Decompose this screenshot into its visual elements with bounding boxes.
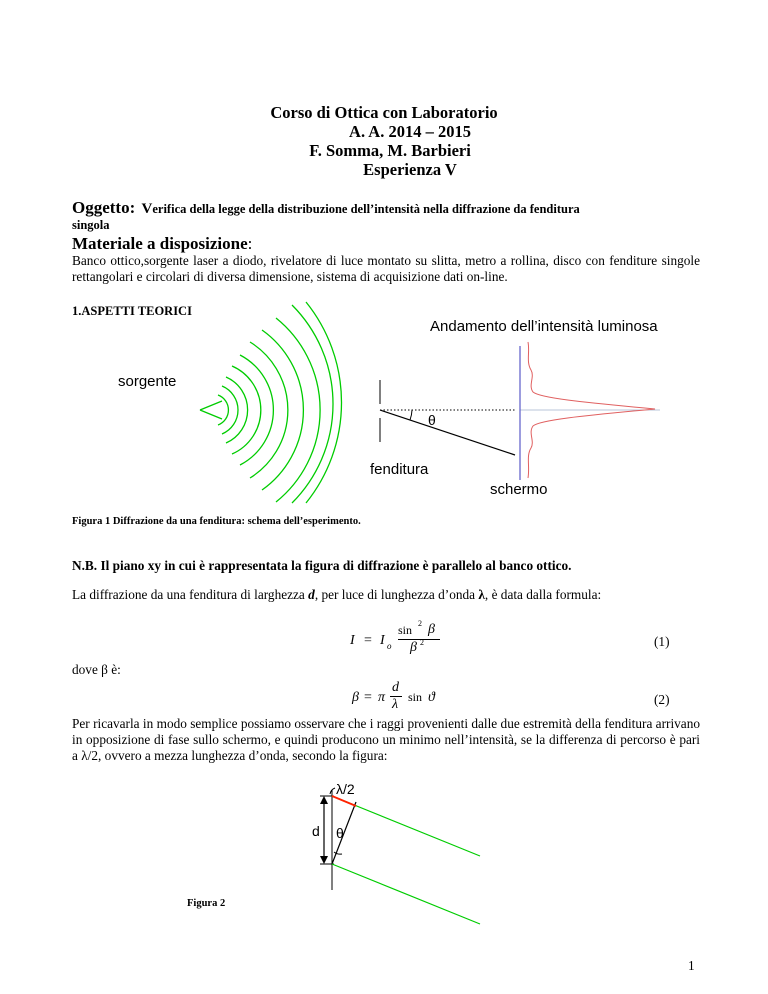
diffracted-ray [380,410,515,455]
eq2-sin: sin [408,690,423,704]
figure1-caption: Figura 1 Diffrazione da una fenditura: schema dell’esperimento. [72,516,361,527]
eq1-sin-exp: 2 [418,619,422,628]
eq2-beta: β [352,690,359,705]
section-number: 1 [72,304,79,318]
materials-text: Banco ottico,sorgente laser a diodo, rivelatore di luce montato su slitta, metro a rollina, disco con fenditure singole rettangolari e circolari di diversa dimensione, sistema di acquisizione dati on-line. [72,253,700,284]
figure1-title: Andamento dell’intensità luminosa [430,318,658,335]
bottom-angle-arc [334,852,342,854]
page-number: 1 [688,958,695,973]
derivation-paragraph: Per ricavarla in modo semplice possiamo osservare che i raggi provenienti dalle due estremità della fenditura arrivano in opposizione di fase sullo schermo, e quindi producono un minimo nell’intensità, se la differenza di percorso è pari a λ/2, ovvero a mezza lunghezza d’onda, secondo la figura: [72,716,700,763]
eq1-number: (1) [654,634,670,649]
eq1-den-exp: 2 [420,638,424,647]
eq2-number: (2) [654,692,670,707]
subject-continuation: singola [72,218,110,232]
d-label: d [312,823,320,839]
source-waves [200,302,342,503]
equation-2 [352,678,492,718]
angle-arc [410,410,412,420]
intro-pre: La diffrazione da una fenditura di larghezza [72,587,309,602]
half-wave-segment [332,796,356,806]
half-lambda-label: λ/2 [336,781,355,797]
eq1-fraction-bar [398,639,440,640]
equation-1 [350,620,470,660]
eq1-equals: = [364,633,372,648]
subject-line [72,198,580,218]
intro-lambda: λ [478,587,485,602]
materials-colon: : [247,234,253,253]
eq1-subscript: o [387,641,392,651]
ray-bottom [332,864,480,924]
theta-label: θ [336,825,344,841]
experience-number: Esperienza V [363,160,457,179]
subject-label: Oggetto: [72,198,136,217]
eq1-beta-num: β [428,622,435,637]
theta-symbol: θ [428,412,436,428]
eq2-pi: π [378,690,386,705]
eq2-d: d [392,680,399,695]
source-label: sorgente [118,373,177,390]
intro-text [72,587,700,603]
eq2-theta: ϑ [428,690,435,705]
materials-heading [72,234,252,254]
nota-bene: N.B. Il piano xy in cui è rappresentata la figura di diffrazione è parallelo al banco ottico. [72,558,572,573]
authors: F. Somma, M. Barbieri [309,141,471,160]
eq2-lambda: λ [392,697,399,712]
intro-mid: , per luce di lunghezza d’onda [314,587,479,602]
intro-post: , è data dalla formula: [484,587,602,602]
d-arrow-top [320,796,328,804]
path-difference-diagram [280,780,500,940]
materials-label: Materiale a disposizione [72,234,248,253]
slit-label: fenditura [370,461,429,478]
academic-year: A. A. 2014 – 2015 [349,122,471,141]
subject-text: erifica della legge della distribuzione dell’intensità nella diffrazione da fenditura [152,202,580,216]
figure2-caption: Figura 2 [187,898,226,909]
d-arrow-bottom [320,856,328,864]
eq1-I: I [350,633,355,648]
eq1-sin: sin [398,623,413,637]
course-title: Corso di Ottica con Laboratorio [270,103,498,122]
screen-label: schermo [490,481,548,498]
intro-d: d [308,587,315,602]
eq1-beta-den: β [410,640,417,655]
subject-initial: V [141,201,153,217]
section-title: .ASPETTI TEORICI [78,304,192,318]
dove-text: dove β è: [72,662,121,677]
eq2-equals: = [364,690,372,705]
diffraction-diagram [0,300,768,510]
eq1-Io: I [380,633,385,648]
